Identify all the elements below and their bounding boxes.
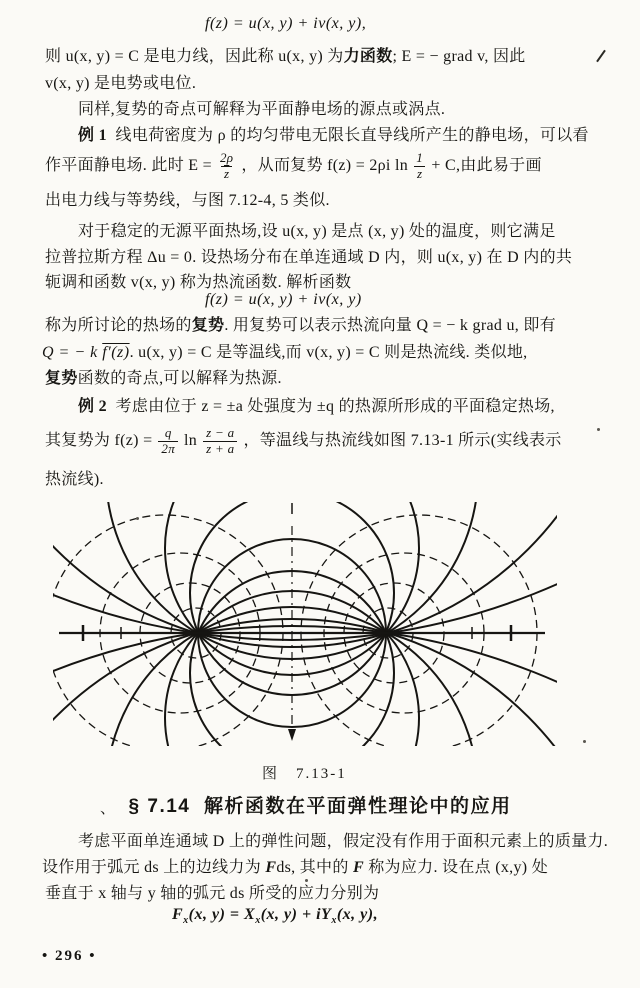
body-text: ，等温线与热流线如图 7.13-1 所示(实线表示 xyxy=(243,432,562,450)
body-text: 线电荷密度为 ρ 的均匀带电无限长直导线所产生的静电场，可以看 xyxy=(115,127,589,144)
body-text: 称为所讨论的热场的 xyxy=(45,317,192,334)
scan-speck xyxy=(136,517,139,520)
body-text: 其复势为 f(z) = xyxy=(45,432,153,450)
page-number: • 296 • xyxy=(42,948,97,964)
body-text: 作平面静电场. 此时 E = xyxy=(45,157,212,175)
fraction-q-over-2pi: $\frac{q}{2\pi}$ xyxy=(158,426,178,456)
body-line: 热流线). xyxy=(45,471,104,488)
math-sub-x: x xyxy=(255,915,261,927)
body-line: v(x, y) 是电势或电位. xyxy=(45,75,197,92)
body-text: . u(x, y) = C 是等温线,而 v(x, y) = C 则是热流线. 类似地, xyxy=(129,344,528,361)
math-F: F xyxy=(172,906,184,923)
body-line xyxy=(45,316,556,335)
body-text: ds, 其中的 xyxy=(276,859,353,876)
bold-F-symbol: F xyxy=(352,859,364,876)
body-text: 函数的奇点,可以解释为热源. xyxy=(77,370,282,387)
center-arrow-down xyxy=(288,729,296,741)
formula-complex-potential-mid: f(z) = u(x, y) + iv(x, y) xyxy=(205,291,362,308)
math-sub-x: x xyxy=(183,915,189,927)
math-sub-x: x xyxy=(331,915,337,927)
formula-complex-potential-top: f(z) = u(x, y) + iv(x, y), xyxy=(205,15,367,32)
body-line: 轭调和函数 v(x, y) 称为热流函数. 解析函数 xyxy=(45,274,352,291)
figure-7-13-1-field-lines-plot xyxy=(53,500,558,752)
body-text: 则 u(x, y) = C 是电力线，因此称 u(x, y) 为 xyxy=(45,48,344,65)
body-line xyxy=(45,369,282,388)
bold-F-symbol: F xyxy=(265,859,277,876)
example-1-formula-line xyxy=(45,146,542,186)
scan-speck xyxy=(597,428,600,431)
section-heading xyxy=(100,791,540,818)
stray-pen-mark xyxy=(596,50,606,63)
section-number: § 7.14 xyxy=(128,796,191,817)
math-mid: (x, y) + iY xyxy=(260,906,332,923)
body-line: 垂直于 x 轴与 y 轴的弧元 ds 所受的应力分别为 xyxy=(45,885,380,902)
formula-stress-components xyxy=(172,905,378,927)
body-text: 称为应力. 设在点 (x,y) 处 xyxy=(363,859,548,876)
body-line xyxy=(45,47,526,66)
section-title: 解析函数在平面弹性理论中的应用 xyxy=(203,796,512,817)
body-text: 考虑由位于 z = ±a 处强度为 ±q 的热源所形成的平面稳定热场, xyxy=(115,398,555,415)
body-line: 同样,复势的奇点可解释为平面静电场的源点或涡点. xyxy=(78,101,446,118)
example-2-label: 例 2 xyxy=(78,398,107,415)
scan-speck xyxy=(305,879,308,882)
example-2-line xyxy=(78,397,555,416)
figure-caption: 图 7.13-1 xyxy=(262,766,347,782)
bold-term-force-function: 力函数 xyxy=(343,48,393,65)
body-text: 设作用于弧元 ds 上的边线力为 xyxy=(42,859,266,876)
body-line xyxy=(42,858,548,877)
bold-term-complex-potential: 复势 xyxy=(191,317,225,334)
math-tail: (x, y), xyxy=(336,906,379,923)
example-2-formula-line xyxy=(45,421,562,461)
scan-speck xyxy=(583,740,586,743)
fraction-z-minus-a-over-z-plus-a: $\frac{z - a}{z + a}$ xyxy=(203,426,237,456)
fraction-2rho-over-zbar: $\frac{2\rho}{z}$ xyxy=(220,150,234,181)
body-line: 出电力线与等势线，与图 7.12-4, 5 类似. xyxy=(45,192,330,209)
body-text: + C,由此易于画 xyxy=(431,157,542,175)
body-text: . 用复势可以表示热流向量 Q = − k grad u, 即有 xyxy=(224,317,556,334)
body-text: ln xyxy=(184,432,198,450)
flow-lines-solid xyxy=(53,500,558,752)
body-line: 拉普拉斯方程 Δu = 0. 设热场分布在单连通域 D 内，则 u(x, y) 在 D 内的共 xyxy=(45,249,573,266)
math-Q-equals: Q = − k xyxy=(42,344,103,361)
body-line: 对于稳定的无源平面热场,设 u(x, y) 是点 (x, y) 处的温度，则它满足 xyxy=(78,223,556,240)
body-text: ，从而复势 f(z) = 2ρi ln xyxy=(241,157,409,175)
fraction-1-over-z: $\frac{1}{z}$ xyxy=(414,151,425,181)
math-conjugate-f-prime: f′(z) xyxy=(102,344,130,361)
example-1-line xyxy=(78,126,589,145)
body-line: 考虑平面单连通域 D 上的弹性问题，假定没有作用于面积元素上的质量力. xyxy=(78,833,609,850)
body-line xyxy=(42,343,527,362)
body-text: ; E = − grad v, 因此 xyxy=(392,48,526,65)
bold-term-complex-potential-2: 复势 xyxy=(45,370,78,387)
stray-comma-mark: 、 xyxy=(100,801,116,817)
math-mid: (x, y) = X xyxy=(188,906,256,923)
example-1-label: 例 1 xyxy=(78,127,107,144)
